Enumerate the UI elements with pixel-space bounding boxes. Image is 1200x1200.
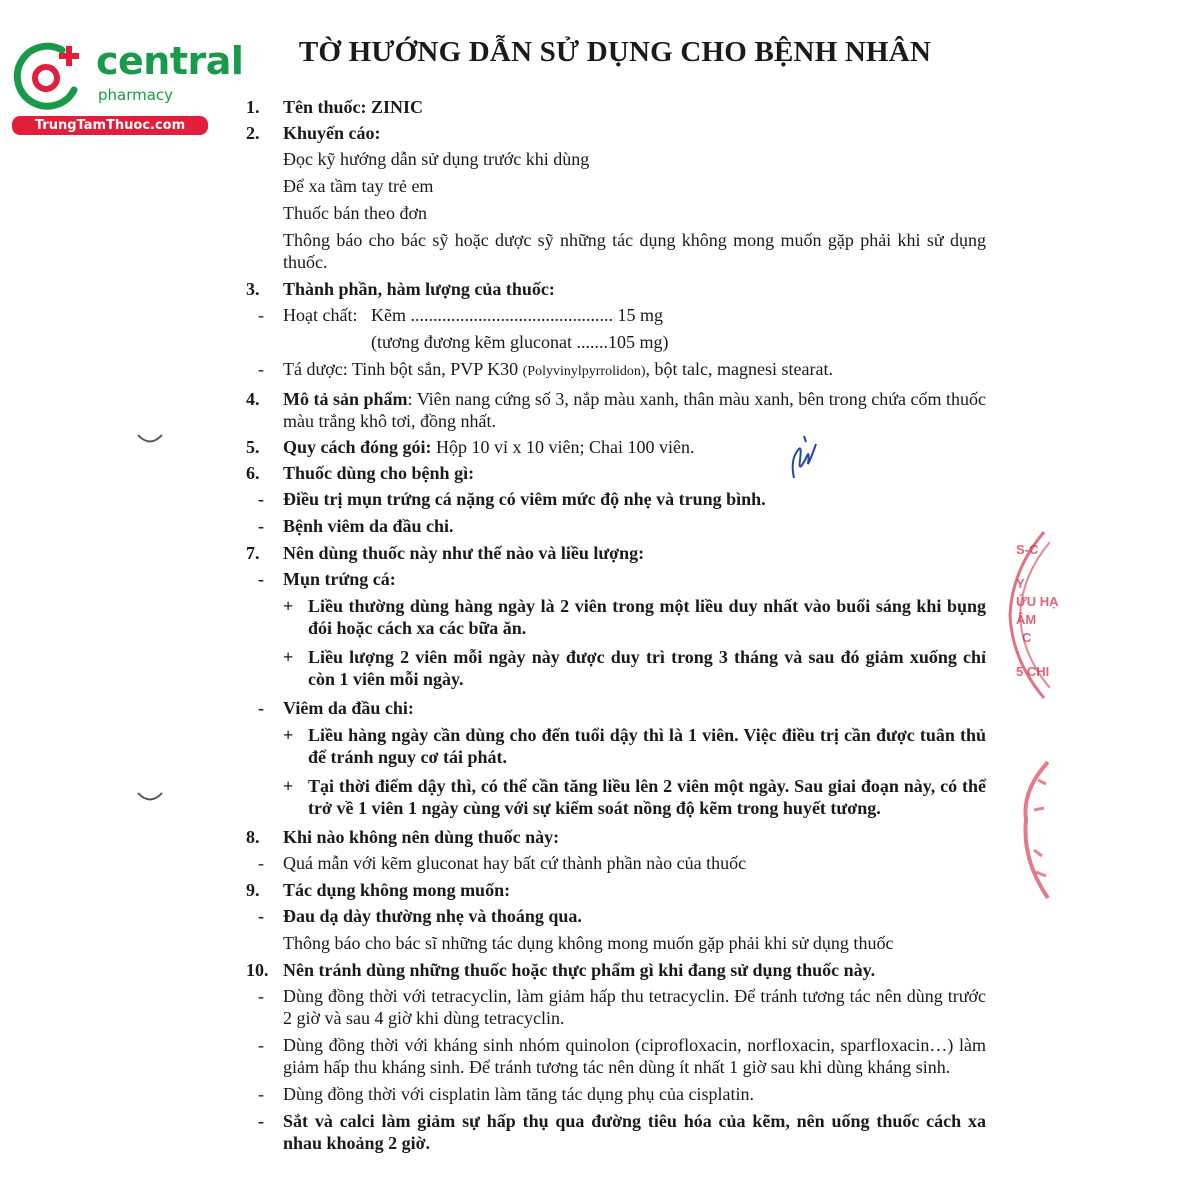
section-1 <box>246 96 986 118</box>
warning-line: Để xa tầm tay trẻ em <box>283 176 434 196</box>
interaction-item: - Sắt và calci làm giảm sự hấp thụ qua đường tiêu hóa của kẽm, nên uống thuốc cách xa nhau khoảng 2 giờ. <box>258 1111 986 1153</box>
warning-line: Đọc kỹ hướng dẫn sử dụng trước khi dùng <box>283 149 590 169</box>
dosage-item: + Liều hàng ngày cần dùng cho đến tuổi dậy thì là 1 viên. Việc điều trị cần được tuân thủ để tránh nguy cơ tái phát. <box>283 725 986 767</box>
section-number: 4. <box>246 389 260 409</box>
warning-line: Thông báo cho bác sỹ hoặc dược sỹ những tác dụng không mong muốn gặp phải khi sử dụng thuốc. <box>283 230 986 272</box>
section-number: 9. <box>246 880 260 900</box>
section-6 <box>246 462 986 484</box>
section-number: 1. <box>246 97 260 117</box>
section-number: 10. <box>246 960 269 980</box>
indication-item: - Bệnh viêm da đầu chi. <box>258 516 454 536</box>
excipient-text: Tá dược: Tinh bột sắn, PVP K30 <box>283 359 519 379</box>
dosage-item: + Liều thường dùng hàng ngày là 2 viên trong một liều duy nhất vào buổi sáng khi bụng đói hoặc cách xa các bữa ăn. <box>283 596 986 638</box>
indication-item: - Điều trị mụn trứng cá nặng có viêm mức độ nhẹ và trung bình. <box>258 489 766 509</box>
section-title: Tác dụng không mong muốn: <box>283 880 511 900</box>
brand-subtitle: pharmacy <box>98 86 174 104</box>
section-title: Thành phần, hàm lượng của thuốc: <box>283 279 555 299</box>
section-title: Thuốc dùng cho bệnh gì: <box>283 463 475 483</box>
section-text: : Viên nang cứng số 3, nắp màu xanh, thân màu xanh, bên trong chứa cốm thuốc màu trắng khô tơi, đồng nhất. <box>283 389 987 431</box>
contraindication-item: - Quá mẫn với kẽm gluconat hay bất cứ thành phần nào của thuốc <box>258 853 747 873</box>
section-title: Tên thuốc: ZINIC <box>283 97 424 117</box>
dosage-item: + Liều lượng 2 viên mỗi ngày này được duy trì trong 3 tháng và sau đó giảm xuống chỉ còn 1 viên mỗi ngày. <box>283 647 986 689</box>
section-5 <box>246 436 986 458</box>
interaction-item: - Dùng đồng thời với tetracyclin, làm giảm hấp thu tetracyclin. Để tránh tương tác nên dùng trước 2 giờ và sau 4 giờ khi dùng tetracyclin. <box>258 986 986 1028</box>
section-text: Hộp 10 vỉ x 10 viên; Chai 100 viên. <box>431 437 695 457</box>
section-number: 6. <box>246 463 260 483</box>
stamp-text: ÂM <box>1016 612 1037 627</box>
section-number: 2. <box>246 123 260 143</box>
dosage-group: - Viêm da đầu chi: <box>258 698 414 718</box>
section-4 <box>246 388 986 432</box>
interaction-item: - Dùng đồng thời với cisplatin làm tăng tác dụng phụ của cisplatin. <box>258 1084 754 1104</box>
section-title: Khi nào không nên dùng thuốc này: <box>283 827 560 847</box>
punch-mark-icon <box>136 432 164 446</box>
pharmacy-logo-icon <box>10 38 90 114</box>
excipient-note: (Polyvinylpyrrolidon) <box>522 364 646 379</box>
central-pharmacy-logo <box>10 36 244 136</box>
ingredient-active: - Hoạt chất: Kẽm ............................................. 15 mg <box>258 305 663 325</box>
section-number: 3. <box>246 279 260 299</box>
stamp-text: C <box>1022 630 1032 645</box>
document-body <box>246 92 986 1159</box>
section-number: 8. <box>246 827 260 847</box>
side-effect-item: - Đau dạ dày thường nhẹ và thoáng qua. <box>258 906 582 926</box>
dosage-group: - Mụn trứng cá: <box>258 569 396 589</box>
section-title: Nên tránh dùng những thuốc hoặc thực phẩm gì khi đang sử dụng thuốc này. <box>283 960 876 980</box>
document-title: TỜ HƯỚNG DẪN SỬ DỤNG CHO BỆNH NHÂN <box>298 36 932 68</box>
warning-line: Thuốc bán theo đơn <box>283 203 427 223</box>
stamp-fragment-icon <box>1012 760 1050 900</box>
brand-name: central <box>96 39 244 83</box>
interaction-item: - Dùng đồng thời với kháng sinh nhóm quinolon (ciprofloxacin, norfloxacin, sparfloxacin…) làm giảm hấp thu kháng sinh. Để tránh tương tác nên dùng ít nhất 1 giờ sau khi dùng kháng sinh. <box>258 1035 986 1077</box>
ingredient-equivalent: (tương đương kẽm gluconat .......105 mg) <box>371 332 669 352</box>
excipient-text: , bột talc, magnesi stearat. <box>645 359 833 379</box>
ingredient-excipient: - Tá dược: Tinh bột sắn, PVP K30 (Polyvinylpyrrolidon), bột talc, magnesi stearat. <box>258 359 833 379</box>
stamp-text: Y <box>1016 576 1025 591</box>
section-8 <box>246 826 986 848</box>
active-label: Hoạt chất: <box>283 305 358 325</box>
brand-website-badge[interactable]: TrungTamThuoc.com <box>12 116 208 135</box>
stamp-text: 5 CHI <box>1016 664 1050 679</box>
side-effect-note: Thông báo cho bác sĩ những tác dụng không mong muốn gặp phải khi sử dụng thuốc <box>283 933 894 953</box>
section-title: Khuyến cáo: <box>283 123 381 143</box>
stamp-text: S-C <box>1016 542 1039 557</box>
punch-mark-icon <box>136 790 164 804</box>
stamp-text: ỨU HẠ <box>1016 594 1059 609</box>
section-title: Quy cách đóng gói: <box>283 437 432 457</box>
section-7 <box>246 542 986 564</box>
section-title: Nên dùng thuốc này như thế nào và liều lượng: <box>283 543 645 563</box>
section-2 <box>246 122 986 144</box>
section-9 <box>246 879 986 901</box>
section-number: 7. <box>246 543 260 563</box>
dosage-item: + Tại thời điểm dậy thì, có thể cần tăng liều lên 2 viên một ngày. Sau giai đoạn này, có thể trở về 1 viên 1 ngày cùng với sự kiểm soát nồng độ kẽm trong huyết tương. <box>283 776 986 818</box>
section-title: Mô tả sản phẩm <box>283 389 408 409</box>
section-number: 5. <box>246 437 260 457</box>
section-10 <box>246 959 986 981</box>
active-value: Kẽm ............................................. 15 mg <box>371 305 663 325</box>
section-3 <box>246 278 986 300</box>
